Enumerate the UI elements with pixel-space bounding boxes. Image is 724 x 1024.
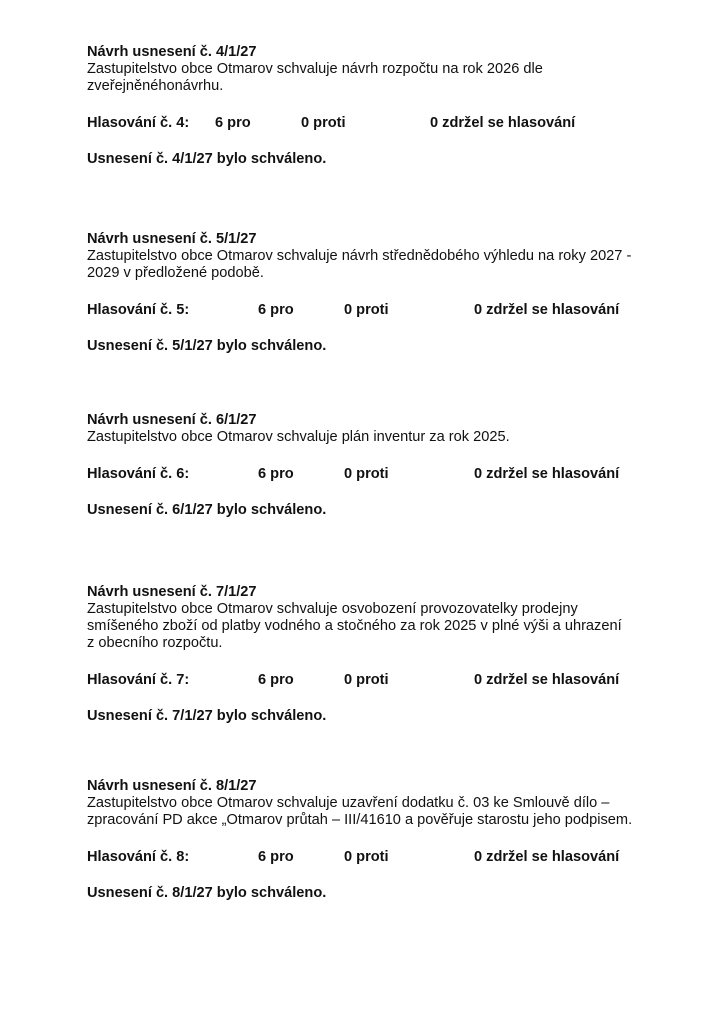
- vote-abstain: 0 zdržel se hlasování: [474, 672, 620, 688]
- resolution-text-line: z obecního rozpočtu.: [87, 635, 223, 651]
- resolution-block: [87, 778, 667, 902]
- resolution-result: Usnesení č. 5/1/27 bylo schváleno.: [87, 338, 327, 354]
- resolution-title: Návrh usnesení č. 8/1/27: [87, 778, 257, 794]
- vote-against: 0 proti: [301, 115, 346, 131]
- vote-against: 0 proti: [344, 849, 389, 865]
- resolution-text-line: Zastupitelstvo obce Otmarov schvaluje návrh rozpočtu na rok 2026 dle: [87, 61, 543, 77]
- resolution-text-line: Zastupitelstvo obce Otmarov schvaluje návrh střednědobého výhledu na roky 2027 -: [87, 248, 632, 264]
- vote-for: 6 pro: [258, 672, 294, 688]
- vote-abstain: 0 zdržel se hlasování: [474, 466, 620, 482]
- resolution-block: [87, 231, 667, 355]
- resolution-result: Usnesení č. 8/1/27 bylo schváleno.: [87, 885, 327, 901]
- vote-abstain: 0 zdržel se hlasování: [474, 302, 620, 318]
- vote-for: 6 pro: [258, 302, 294, 318]
- resolution-text-line: Zastupitelstvo obce Otmarov schvaluje osvobození provozovatelky prodejny: [87, 601, 578, 617]
- vote-label: Hlasování č. 8:: [87, 849, 190, 865]
- vote-label: Hlasování č. 6:: [87, 466, 190, 482]
- vote-row: [87, 849, 667, 866]
- resolution-text-line: 2029 v předložené podobě.: [87, 265, 264, 281]
- vote-against: 0 proti: [344, 302, 389, 318]
- vote-abstain: 0 zdržel se hlasování: [430, 115, 576, 131]
- resolution-block: [87, 412, 667, 519]
- vote-row: [87, 115, 667, 132]
- resolution-text-line: zpracování PD akce „Otmarov průtah – III/41610 a pověřuje starostu jeho podpisem.: [87, 812, 633, 828]
- vote-for: 6 pro: [258, 849, 294, 865]
- resolution-title: Návrh usnesení č. 4/1/27: [87, 44, 257, 60]
- vote-label: Hlasování č. 5:: [87, 302, 190, 318]
- vote-label: Hlasování č. 7:: [87, 672, 190, 688]
- resolution-result: Usnesení č. 6/1/27 bylo schváleno.: [87, 502, 327, 518]
- resolution-block: [87, 584, 667, 725]
- vote-for: 6 pro: [258, 466, 294, 482]
- resolution-result: Usnesení č. 4/1/27 bylo schváleno.: [87, 151, 327, 167]
- vote-for: 6 pro: [215, 115, 251, 131]
- resolution-block: [87, 44, 667, 168]
- resolution-text-line: smíšeného zboží od platby vodného a stočného za rok 2025 v plné výši a uhrazení: [87, 618, 622, 634]
- vote-abstain: 0 zdržel se hlasování: [474, 849, 620, 865]
- resolution-result: Usnesení č. 7/1/27 bylo schváleno.: [87, 708, 327, 724]
- resolution-text-line: zveřejněnéhonávrhu.: [87, 78, 224, 94]
- resolution-title: Návrh usnesení č. 6/1/27: [87, 412, 257, 428]
- resolution-title: Návrh usnesení č. 5/1/27: [87, 231, 257, 247]
- vote-label: Hlasování č. 4:: [87, 115, 190, 131]
- vote-row: [87, 672, 667, 689]
- vote-row: [87, 302, 667, 319]
- vote-against: 0 proti: [344, 672, 389, 688]
- resolution-title: Návrh usnesení č. 7/1/27: [87, 584, 257, 600]
- resolution-text-line: Zastupitelstvo obce Otmarov schvaluje plán inventur za rok 2025.: [87, 429, 510, 445]
- vote-row: [87, 466, 667, 483]
- resolution-text-line: Zastupitelstvo obce Otmarov schvaluje uzavření dodatku č. 03 ke Smlouvě dílo –: [87, 795, 610, 811]
- vote-against: 0 proti: [344, 466, 389, 482]
